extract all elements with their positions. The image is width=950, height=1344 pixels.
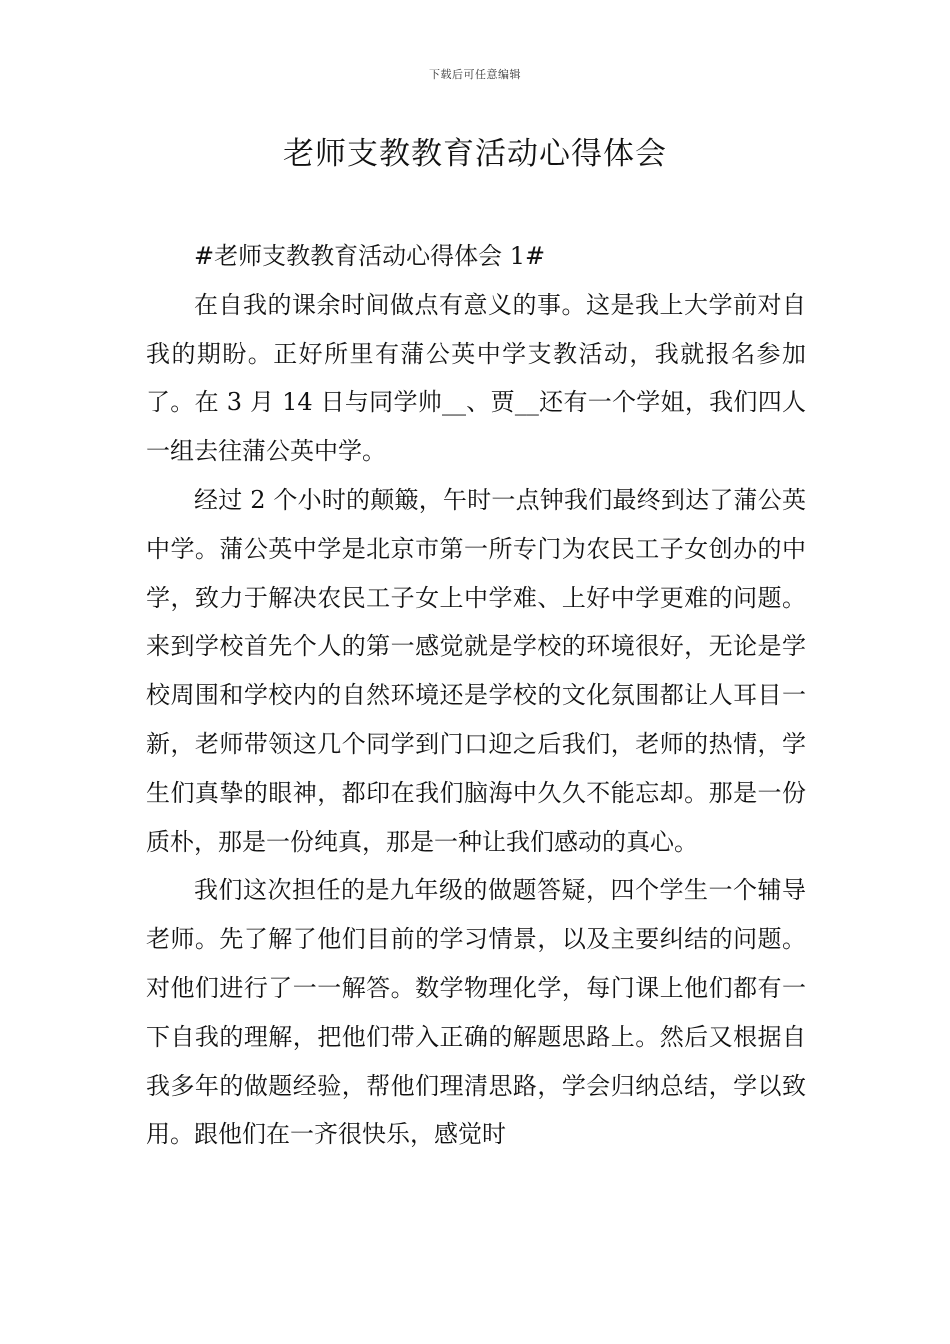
document-body [146, 232, 806, 1159]
header-note: 下载后可任意编辑 [429, 68, 521, 81]
body-paragraph: 在自我的课余时间做点有意义的事。这是我上大学前对自我的期盼。正好所里有蒲公英中学支教活动，我就报名参加了。在 3 月 14 日与同学帅__、贾__还有一个学姐，我们四人一组去往蒲公英中学。 [146, 290, 806, 466]
document-title: 老师支教教育活动心得体会 [283, 136, 667, 172]
body-paragraph: 经过 2 个小时的颠簸，午时一点钟我们最终到达了蒲公英中学。蒲公英中学是北京市第一所专门为农民工子女创办的中学，致力于解决农民工子女上中学难、上好中学更难的问题。来到学校首先个人的第一感觉就是学校的环境很好，无论是学校周围和学校内的自然环境还是学校的文化氛围都让人耳目一新，老师带领这几个同学到门口迎之后我们，老师的热情，学生们真挚的眼神，都印在我们脑海中久久不能忘却。那是一份质朴，那是一份纯真，那是一种让我们感动的真心。 [146, 485, 806, 856]
section-subheading: #老师支教教育活动心得体会 1# [194, 242, 546, 270]
body-paragraph: 我们这次担任的是九年级的做题答疑，四个学生一个辅导老师。先了解了他们目前的学习情景，以及主要纠结的问题。对他们进行了一一解答。数学物理化学，每门课上他们都有一下自我的理解，把他们带入正确的解题思路上。然后又根据自我多年的做题经验，帮他们理清思路，学会归纳总结，学以致用。跟他们在一齐很快乐，感觉时 [146, 876, 806, 1149]
